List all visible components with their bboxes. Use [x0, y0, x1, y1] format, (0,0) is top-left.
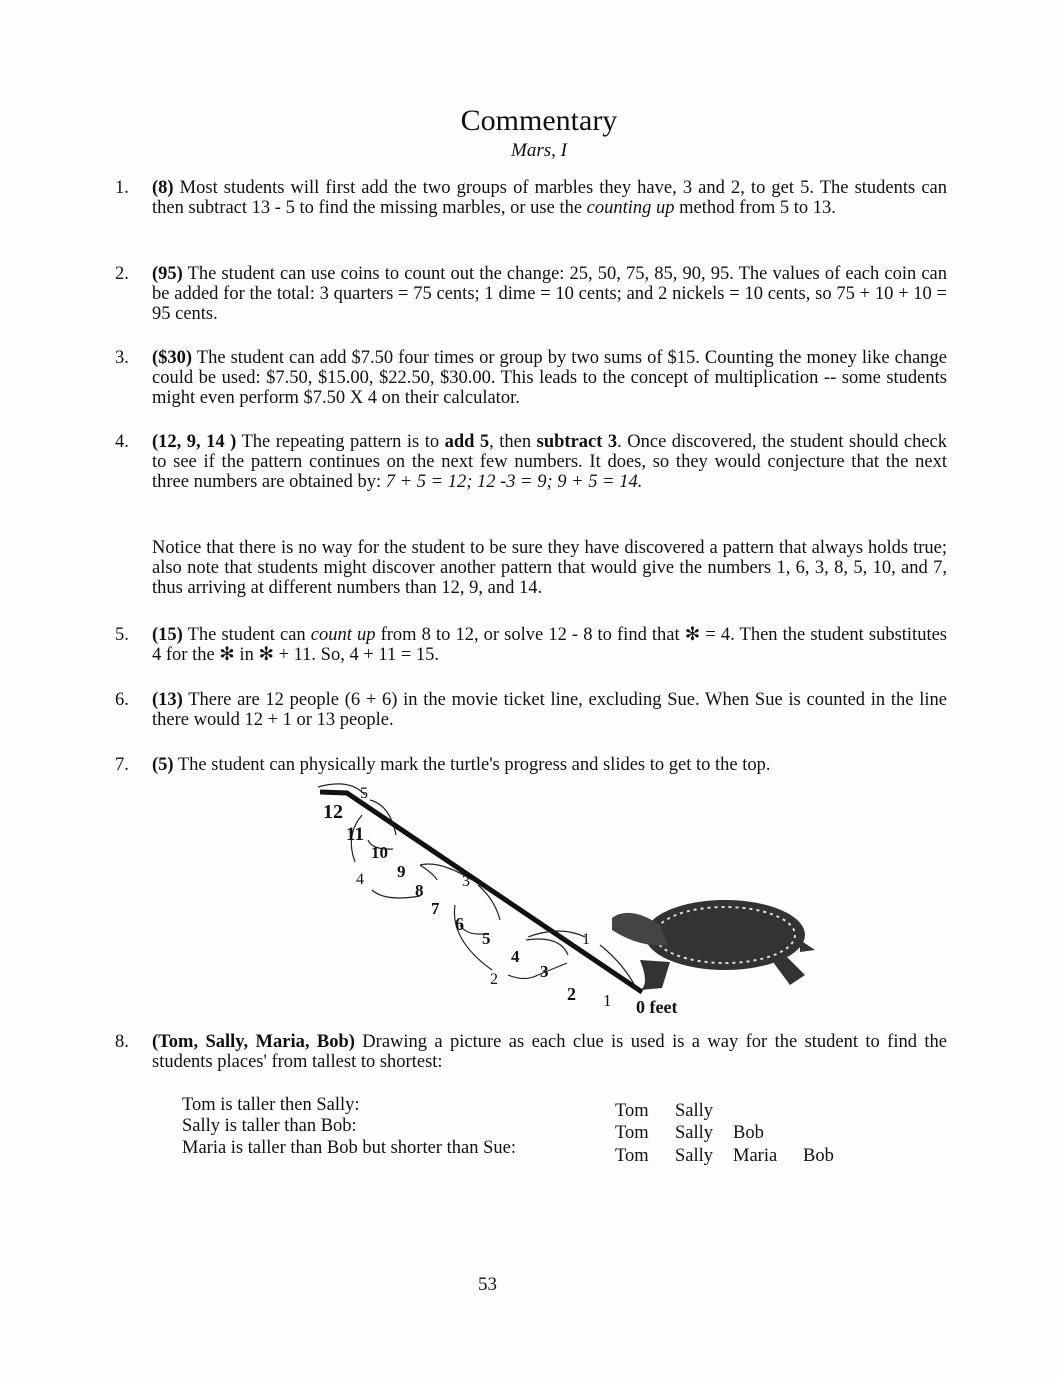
text-run: The student can — [182, 625, 311, 645]
bold-text: (5) — [152, 755, 174, 775]
text-run: from 8 to 12, or solve 12 - 8 to find that ✻ = 4. Then the student substitutes 4 for the ✻ in ✻ + 11. So, 4 + 11 = 15. — [152, 625, 947, 665]
text-run: The student can use coins to count out the change: 25, 50, 75, 85, 90, 95. The values of each coin can be added for the total: 3 quarters = 75 cents; 1 dime = 10 cents; and 2 nickels = 10 cents, so 75 + 10 + 10 = 95 cents. — [152, 264, 947, 324]
diagram-label: 1 — [582, 931, 590, 948]
page-title: Commentary — [460, 104, 618, 137]
page-subtitle: Mars, I — [511, 140, 567, 161]
order-name: Bob — [803, 1146, 834, 1166]
diagram-label: 6 — [455, 914, 464, 934]
item-number: 3. — [115, 348, 129, 368]
diagram-label: 1 — [603, 991, 612, 1010]
bold-text: add 5 — [444, 432, 490, 452]
clue-text: Sally is taller than Bob: — [182, 1116, 357, 1136]
diagram-label: 9 — [397, 862, 406, 881]
order-name: Sally — [675, 1101, 714, 1121]
bold-text: (Tom, Sally, Maria, Bob) — [152, 1032, 355, 1052]
text-run: Most students will first add the two groups of marbles they have, 3 and 2, to get 5. The students can then subtract 13 - 5 to find the missing marbles, or use the — [152, 178, 947, 218]
diagram-label: 11 — [346, 824, 364, 845]
item-number: 1. — [115, 178, 129, 198]
item-number: 4. — [115, 432, 129, 452]
order-name: Sally — [675, 1123, 714, 1143]
diagram-label: 3 — [540, 962, 549, 981]
diagram-label: 5 — [360, 785, 368, 802]
page-number: 53 — [478, 1274, 497, 1295]
order-name: Maria — [733, 1146, 778, 1166]
bold-text: (95) — [152, 264, 183, 284]
text-run: Drawing a picture as each clue is used is a way for the student to find the students places' from tallest to shortest: — [152, 1032, 947, 1072]
diagram-label: 10 — [371, 843, 388, 862]
clue-text: Maria is taller than Bob but shorter than Sue: — [182, 1138, 516, 1158]
diagram-label: 2 — [567, 984, 576, 1004]
diagram-label: 3 — [462, 873, 470, 890]
diagram-label: 0 feet — [636, 997, 678, 1017]
diagram-label: 4 — [511, 947, 520, 966]
bold-text: ($30) — [152, 348, 193, 368]
text-run: There are 12 people (6 + 6) in the movie ticket line, excluding Sue. When Sue is counted in the line there would 12 + 1 or 13 people. — [152, 690, 947, 730]
bold-text: subtract 3 — [536, 432, 618, 452]
order-name: Tom — [615, 1123, 649, 1143]
text-run: The repeating pattern is to — [236, 432, 445, 452]
order-name: Bob — [733, 1123, 764, 1143]
italic-text: 7 + 5 = 12; 12 -3 = 9; 9 + 5 = 14. — [385, 472, 643, 492]
diagram-label: 4 — [356, 871, 364, 888]
order-name: Sally — [675, 1146, 714, 1166]
italic-text: count up — [310, 625, 376, 645]
text-run: The student can physically mark the turtle's progress and slides to get to the top. — [173, 755, 771, 775]
bold-text: (12, 9, 14 ) — [152, 432, 237, 452]
bold-text: (15) — [152, 625, 183, 645]
text-run: , then — [489, 432, 537, 452]
item-number: 6. — [115, 690, 129, 710]
item-number: 5. — [115, 625, 129, 645]
item-number: 7. — [115, 755, 129, 775]
item-number: 8. — [115, 1032, 129, 1052]
diagram-label: 5 — [482, 929, 491, 948]
turtle-illustration — [612, 900, 815, 990]
text-run: . Once discovered, the student should check to see if the pattern continues on the next few numbers. It does, so they would conjecture that the next three numbers are obtained by: — [152, 432, 948, 492]
italic-text: counting up — [586, 198, 675, 218]
diagram-label: 2 — [490, 971, 498, 988]
text-run: The student can add $7.50 four times or group by two sums of $15. Counting the money like change could be used: $7.50, $15.00, $22.50, $30.00. This leads to the concept of multiplication -- some students might even perform $7.50 X 4 on their calculator. — [152, 348, 947, 408]
order-name: Tom — [615, 1101, 649, 1121]
text-run: method from 5 to 13. — [674, 198, 836, 218]
item-number: 2. — [115, 264, 129, 284]
clue-text: Tom is taller then Sally: — [182, 1095, 360, 1115]
diagram-label: 12 — [323, 801, 343, 823]
item-4-note: Notice that there is no way for the student to be sure they have discovered a pattern that always holds true; also note that students might discover another pattern that would give the numbers 1, 6, 3, 8, 5, 10, and 7, thus arriving at different numbers than 12, 9, and 14. — [152, 538, 947, 598]
diagram-label: 7 — [431, 899, 440, 918]
bold-text: (13) — [152, 690, 183, 710]
diagram-label: 8 — [415, 881, 424, 900]
bold-text: (8) — [152, 178, 174, 198]
order-name: Tom — [615, 1146, 649, 1166]
